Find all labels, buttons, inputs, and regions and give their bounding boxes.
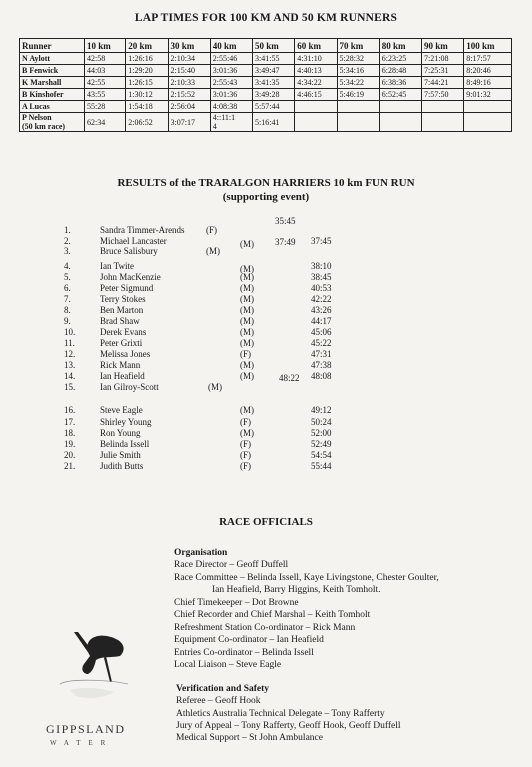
lap-time: 2:55:46 xyxy=(212,54,238,63)
lap-time: 42:58 xyxy=(87,54,106,63)
lap-time-cell xyxy=(295,113,337,132)
lap-time-cell xyxy=(379,77,421,89)
result-time: 52:49 xyxy=(311,439,332,449)
lap-time-cell xyxy=(253,113,295,132)
result-time: 40:53 xyxy=(311,283,332,293)
lap-time-cell xyxy=(168,53,210,65)
lap-table-header-row xyxy=(20,39,512,53)
result-time: 35:45 xyxy=(275,216,296,226)
result-row xyxy=(0,417,532,428)
lap-time: 5:57:44 xyxy=(255,102,280,111)
lap-time: 1:26:15 xyxy=(128,78,153,87)
lap-time-cell xyxy=(422,89,464,101)
result-row xyxy=(0,439,532,450)
result-name: Rick Mann xyxy=(100,360,141,370)
lap-time-cell xyxy=(422,53,464,65)
result-position: 18. xyxy=(64,428,76,438)
result-name: Belinda Issell xyxy=(100,439,150,449)
lap-time: 4:31:10 xyxy=(297,54,322,63)
result-position: 14. xyxy=(64,371,76,381)
result-sex: (F) xyxy=(240,461,251,471)
col-header: 70 km xyxy=(337,39,379,53)
lap-time-cell xyxy=(85,101,126,113)
entries-coordinator: Entries Co-ordinator – Belinda Issell xyxy=(174,648,314,658)
lap-time-cell xyxy=(210,113,252,132)
lap-time-cell xyxy=(85,113,126,132)
result-name: Steve Eagle xyxy=(100,405,143,415)
lap-time-cell xyxy=(422,101,464,113)
officials-title: RACE OFFICIALS xyxy=(219,516,313,528)
lap-time-cell xyxy=(85,77,126,89)
lap-time: 6:28:48 xyxy=(381,66,407,75)
lap-table-row xyxy=(20,89,512,101)
results-subtitle: (supporting event) xyxy=(222,191,310,203)
lap-time: 2:10:33 xyxy=(170,78,195,87)
result-position: 17. xyxy=(64,417,76,427)
col-header: 80 km xyxy=(379,39,421,53)
lap-time: 5:34:22 xyxy=(339,78,364,87)
lap-time: 2:06:52 xyxy=(128,117,153,127)
result-row xyxy=(0,360,532,371)
result-name: Peter Grixti xyxy=(100,338,143,348)
result-position: 21. xyxy=(64,461,76,471)
results-title: RESULTS of the TRARALGON HARRIERS 10 km FUN RUN xyxy=(117,177,415,189)
result-sex: (M) xyxy=(206,246,220,256)
result-name: Bruce Salisbury xyxy=(100,246,158,256)
lap-time-cell xyxy=(210,53,252,65)
lap-time: 1:26:16 xyxy=(128,54,153,63)
result-time: 37:45 xyxy=(311,236,332,246)
result-row xyxy=(0,261,532,272)
local-liaison: Local Liaison – Steve Eagle xyxy=(174,660,282,670)
lap-time-cell xyxy=(168,101,210,113)
lap-time: 1:30:12 xyxy=(128,90,153,99)
lap-time-cell xyxy=(168,65,210,77)
lap-table-row xyxy=(20,53,512,65)
lap-time-cell xyxy=(253,101,295,113)
result-name: Ron Young xyxy=(100,428,141,438)
lap-time: 4:08:38 xyxy=(212,102,238,111)
col-header: Runner xyxy=(20,39,85,53)
lap-time-cell xyxy=(422,113,464,132)
result-row xyxy=(0,272,532,283)
result-time: 45:22 xyxy=(311,338,332,348)
result-time: 48:22 xyxy=(279,373,300,383)
result-time: 37:49 xyxy=(275,237,296,247)
lap-time-cell xyxy=(210,101,252,113)
col-header: 100 km xyxy=(464,39,512,53)
lap-time-cell xyxy=(126,53,168,65)
result-row xyxy=(0,283,532,294)
result-position: 11. xyxy=(64,338,75,348)
lap-time-cell xyxy=(253,89,295,101)
lap-time-cell xyxy=(168,113,210,132)
col-header: 30 km xyxy=(168,39,210,53)
result-row xyxy=(0,216,532,236)
lap-time: 3:49:28 xyxy=(255,90,280,99)
result-sex: (M) xyxy=(240,316,254,326)
result-name: Peter Sigmund xyxy=(100,283,154,293)
race-director: Race Director – Geoff Duffell xyxy=(174,560,289,570)
lap-time-cell xyxy=(253,77,295,89)
lap-table-body xyxy=(20,53,512,132)
runner-note: (50 km race) xyxy=(22,122,66,131)
lap-time: 5:34:16 xyxy=(339,66,364,75)
col-header: 20 km xyxy=(126,39,168,53)
result-time: 47:38 xyxy=(311,360,332,370)
lap-time: 3:49:47 xyxy=(255,66,280,75)
lap-time: 3:07:17 xyxy=(170,117,195,127)
chief-timekeeper: Chief Timekeeper – Dot Browne xyxy=(174,598,299,608)
lap-time: 5:46:19 xyxy=(339,90,364,99)
runner-name-cell xyxy=(20,53,85,65)
result-position: 8. xyxy=(64,305,71,315)
organisation-heading: Organisation xyxy=(174,548,228,558)
result-sex: (F) xyxy=(240,439,251,449)
chief-recorder: Chief Recorder and Chief Marshal – Keith Tomholt xyxy=(174,610,371,620)
result-sex: (M) xyxy=(240,283,254,293)
lap-time: 55:28 xyxy=(87,102,106,111)
runner-name-cell xyxy=(20,113,85,132)
lap-time: 2:56:04 xyxy=(170,102,195,111)
lap-time: 3:01:36 xyxy=(212,90,238,99)
lap-time-cell xyxy=(464,89,512,101)
lap-time: 9:01:32 xyxy=(466,90,491,99)
result-sex: (M) xyxy=(240,239,254,249)
equipment-coordinator: Equipment Co-ordinator – Ian Heafield xyxy=(174,635,324,645)
result-sex: (M) xyxy=(240,305,254,315)
result-position: 10. xyxy=(64,327,76,337)
lap-time-cell xyxy=(295,101,337,113)
lap-table-row xyxy=(20,113,512,132)
runner-name-cell xyxy=(20,89,85,101)
result-time: 49:12 xyxy=(311,405,332,415)
result-position: 4. xyxy=(64,261,71,271)
result-name: Sandra Timmer-Arends xyxy=(100,225,185,235)
result-row xyxy=(0,461,532,472)
lap-time-cell xyxy=(295,53,337,65)
result-position: 5. xyxy=(64,272,71,282)
result-sex: (M) xyxy=(240,428,254,438)
lap-table-row xyxy=(20,77,512,89)
lap-time-cell xyxy=(379,101,421,113)
lap-time-cell xyxy=(126,89,168,101)
result-position: 2. xyxy=(64,236,71,246)
lap-time-cell xyxy=(85,53,126,65)
result-row xyxy=(0,371,532,382)
result-time: 38:45 xyxy=(311,272,332,282)
result-time: 44:17 xyxy=(311,316,332,326)
result-name: Brad Shaw xyxy=(100,316,140,326)
result-row xyxy=(0,349,532,360)
lap-time-cell xyxy=(337,53,379,65)
result-time: 47:31 xyxy=(311,349,332,359)
result-time: 43:26 xyxy=(311,305,332,315)
result-position: 6. xyxy=(64,283,71,293)
lap-time-cell xyxy=(210,65,252,77)
lap-time: 1:29:20 xyxy=(128,66,153,75)
heron-logo-icon xyxy=(40,628,136,718)
result-name: Terry Stokes xyxy=(100,294,146,304)
result-position: 20. xyxy=(64,450,76,460)
result-sex: (M) xyxy=(240,405,254,415)
result-row xyxy=(0,294,532,305)
lap-time-cell xyxy=(464,53,512,65)
result-sex: (F) xyxy=(240,450,251,460)
runner-name: A Lucas xyxy=(22,102,50,111)
result-row xyxy=(0,327,532,338)
lap-time-cell xyxy=(422,65,464,77)
runner-name: B Kinshofer xyxy=(22,90,64,99)
runner-name-cell xyxy=(20,101,85,113)
result-name: Ben Marton xyxy=(100,305,144,315)
lap-time: 2:10:34 xyxy=(170,54,195,63)
lap-time: 6:23:25 xyxy=(381,54,407,63)
lap-time-cell xyxy=(295,65,337,77)
result-sex: (M) xyxy=(240,264,254,274)
lap-time-cell xyxy=(337,77,379,89)
result-position: 15. xyxy=(64,382,76,392)
lap-time-cell xyxy=(379,89,421,101)
lap-time: 4:46:15 xyxy=(297,90,322,99)
lap-time-cell xyxy=(464,77,512,89)
lap-time: 3:41:35 xyxy=(255,78,280,87)
lap-time: 3:41:55 xyxy=(255,54,280,63)
result-sex: (M) xyxy=(240,360,254,370)
lap-time-cell xyxy=(126,101,168,113)
result-sex: (M) xyxy=(240,371,254,381)
col-header: 50 km xyxy=(253,39,295,53)
col-header: 60 km xyxy=(295,39,337,53)
result-name: Ian Heafield xyxy=(100,371,145,381)
result-position: 1. xyxy=(64,225,71,235)
lap-time-cell xyxy=(464,101,512,113)
lap-time-cell xyxy=(379,65,421,77)
runner-name-cell xyxy=(20,77,85,89)
lap-time-cell xyxy=(337,65,379,77)
lap-time-cell xyxy=(126,77,168,89)
result-name: Derek Evans xyxy=(100,327,147,337)
result-name: Julie Smith xyxy=(100,450,141,460)
lap-time: 44:03 xyxy=(87,66,106,75)
lap-time-cell xyxy=(464,113,512,132)
lap-time-cell xyxy=(168,89,210,101)
results-title-block xyxy=(0,176,532,204)
runner-name-cell xyxy=(20,65,85,77)
lap-time: 5:28:32 xyxy=(339,54,364,63)
lap-time: 2:15:40 xyxy=(170,66,195,75)
runner-name: N Aylott xyxy=(22,54,51,63)
result-name: Ian Twite xyxy=(100,261,134,271)
logo-subname: WATER xyxy=(50,739,114,747)
result-position: 3. xyxy=(64,246,71,256)
referee: Referee – Geoff Hook xyxy=(176,696,261,706)
result-position: 9. xyxy=(64,316,71,326)
result-position: 13. xyxy=(64,360,76,370)
lap-times-title: LAP TIMES FOR 100 KM AND 50 KM RUNNERS xyxy=(134,12,398,24)
lap-table-row xyxy=(20,101,512,113)
lap-time-cell xyxy=(126,65,168,77)
result-sex: (M) xyxy=(240,294,254,304)
result-name: Melissa Jones xyxy=(100,349,151,359)
result-sex: (F) xyxy=(206,225,217,235)
result-row xyxy=(0,316,532,327)
result-sex: (F) xyxy=(240,349,251,359)
result-position: 12. xyxy=(64,349,76,359)
lap-time: 2:55:43 xyxy=(212,78,238,87)
lap-time: 5:16:41 xyxy=(255,117,280,127)
result-row xyxy=(0,338,532,349)
lap-times-table xyxy=(19,38,512,132)
lap-time: 8:20:46 xyxy=(466,66,491,75)
col-header: 10 km xyxy=(85,39,126,53)
result-row xyxy=(0,450,532,461)
lap-time: 3:01:36 xyxy=(212,66,238,75)
lap-time-cell xyxy=(337,89,379,101)
lap-time: 2:15:52 xyxy=(170,90,195,99)
result-name: Ian Gilroy-Scott xyxy=(100,382,159,392)
lap-time-wrap: 4 xyxy=(212,122,217,131)
lap-time-cell xyxy=(464,65,512,77)
col-header: 40 km xyxy=(210,39,252,53)
result-time: 52:00 xyxy=(311,428,332,438)
lap-time: 7:44:21 xyxy=(424,78,449,87)
result-time: 54:54 xyxy=(311,450,332,460)
lap-time: 4:40:13 xyxy=(297,66,322,75)
result-position: 7. xyxy=(64,294,71,304)
lap-time-cell xyxy=(422,77,464,89)
result-name: Judith Butts xyxy=(100,461,144,471)
lap-time-cell xyxy=(168,77,210,89)
result-time: 42:22 xyxy=(311,294,332,304)
runner-name: K Marshall xyxy=(22,78,62,87)
lap-time-cell xyxy=(337,101,379,113)
result-sex: (M) xyxy=(240,327,254,337)
lap-time: 1:54:18 xyxy=(128,102,153,111)
lap-time-cell xyxy=(295,89,337,101)
lap-time-cell xyxy=(295,77,337,89)
lap-time-cell xyxy=(253,53,295,65)
result-name: Michael Lancaster xyxy=(100,236,167,246)
lap-time-cell xyxy=(126,113,168,132)
race-committee-line1: Race Committee – Belinda Issell, Kaye Livingstone, Chester Goulter, xyxy=(174,573,439,583)
lap-time: 8:49:16 xyxy=(466,78,491,87)
lap-table-row xyxy=(20,65,512,77)
result-sex: (M) xyxy=(240,338,254,348)
result-position: 16. xyxy=(64,405,76,415)
lap-time: 7:57:50 xyxy=(424,90,449,99)
result-row xyxy=(0,428,532,439)
result-time: 38:10 xyxy=(311,261,332,271)
refreshment-coordinator: Refreshment Station Co-ordinator – Rick Mann xyxy=(174,623,356,633)
lap-time-cell xyxy=(379,53,421,65)
lap-time-cell xyxy=(210,89,252,101)
lap-time-cell xyxy=(253,65,295,77)
jury-of-appeal: Jury of Appeal – Tony Rafferty, Geoff Hook, Geoff Duffell xyxy=(176,721,401,731)
athletics-delegate: Athletics Australia Technical Delegate – Tony Rafferty xyxy=(176,709,385,719)
medical-support: Medical Support – St John Ambulance xyxy=(176,733,323,743)
result-sex: (F) xyxy=(240,417,251,427)
lap-time: 42:55 xyxy=(87,78,106,87)
result-position: 19. xyxy=(64,439,76,449)
lap-time: 6:38:36 xyxy=(381,78,407,87)
lap-time: 4::11:1 xyxy=(212,113,236,122)
lap-time-cell xyxy=(210,77,252,89)
result-time: 45:06 xyxy=(311,327,332,337)
result-row xyxy=(0,305,532,316)
result-time: 55:44 xyxy=(311,461,332,471)
result-name: Shirley Young xyxy=(100,417,152,427)
result-name: John MacKenzie xyxy=(100,272,161,282)
result-sex: (M) xyxy=(240,272,254,282)
runner-name: B Fenwick xyxy=(22,66,59,75)
lap-time: 43:55 xyxy=(87,90,106,99)
lap-time-cell xyxy=(379,113,421,132)
runner-name: P Nelson xyxy=(22,113,52,122)
lap-time: 62:34 xyxy=(87,117,106,127)
lap-time: 8:17:57 xyxy=(466,54,491,63)
lap-time: 6:52:45 xyxy=(381,90,407,99)
verification-heading: Verification and Safety xyxy=(176,684,270,694)
lap-time-cell xyxy=(85,89,126,101)
lap-time: 7:21:08 xyxy=(424,54,449,63)
logo-name: GIPPSLAND xyxy=(46,722,126,736)
col-header: 90 km xyxy=(422,39,464,53)
result-sex: (M) xyxy=(208,382,222,392)
result-row xyxy=(0,405,532,416)
lap-time: 4:34:22 xyxy=(297,78,322,87)
result-time: 48:08 xyxy=(311,371,332,381)
result-time: 50:24 xyxy=(311,417,332,427)
lap-time: 7:25:31 xyxy=(424,66,449,75)
lap-time-cell xyxy=(337,113,379,132)
race-committee-line2: Ian Heafield, Barry Higgins, Keith Tomholt. xyxy=(212,585,381,595)
lap-time-cell xyxy=(85,65,126,77)
